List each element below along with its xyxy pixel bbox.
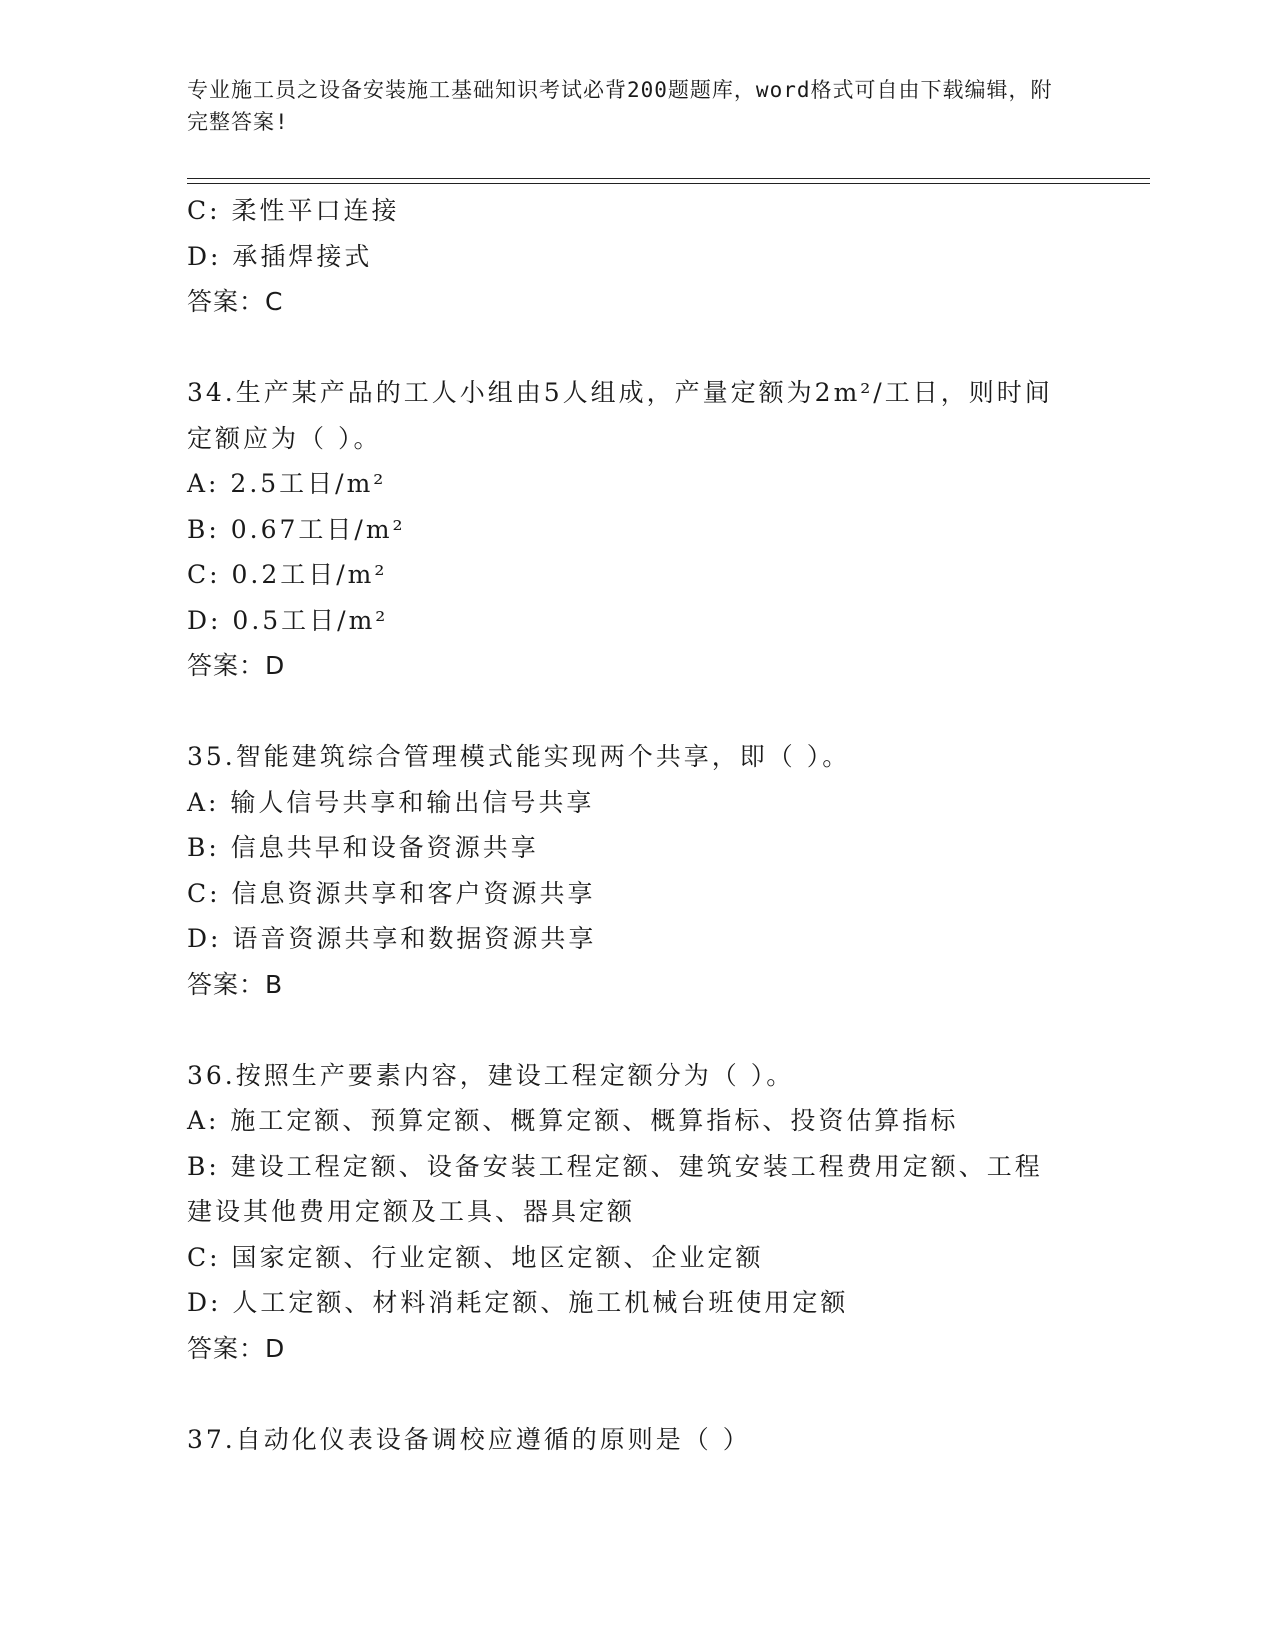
question-35-stem: 35.智能建筑综合管理模式能实现两个共享，即（ ）。 [187,742,851,771]
option-a: A: 输人信号共享和输出信号共享 [187,787,595,817]
option-d: D: 人工定额、材料消耗定额、施工机械台班使用定额 [187,1288,849,1317]
option-d: D: 0.5工日/m² [187,605,389,635]
question-37-stem: 37.自动化仪表设备调校应遵循的原则是（ ） [187,1424,751,1454]
option-a: A: 施工定额、预算定额、概算定额、概算指标、投资估算指标 [187,1106,959,1135]
answer: 答案：D [187,1333,286,1363]
option-d: D: 语音资源共享和数据资源共享 [187,924,597,953]
option-b: B: 建设工程定额、设备安装工程定额、建筑安装工程费用定额、工程 [187,1151,1043,1181]
question-36-stem: 36.按照生产要素内容，建设工程定额分为（ ）。 [187,1060,795,1090]
option-b-cont: 建设其他费用定额及工具、器具定额 [187,1197,636,1226]
header-divider-top [187,178,1150,179]
option-c: C: 信息资源共享和客户资源共享 [187,878,596,908]
option-b: B: 信息共早和设备资源共享 [187,833,539,862]
question-content [187,188,1087,1462]
option-c: C: 国家定额、行业定额、地区定额、企业定额 [187,1242,764,1272]
option-d: D: 承插焊接式 [187,241,373,271]
header-note: 专业施工员之设备安装施工基础知识考试必背200题题库，word格式可自由下载编辑，附完整答案! [187,78,1053,134]
option-a: A: 2.5工日/m² [187,469,387,498]
option-c: C: 柔性平口连接 [187,196,400,225]
answer: 答案：B [187,969,284,999]
answer: 答案：C [187,287,284,316]
option-b: B: 0.67工日/m² [187,514,406,544]
question-34-stem-cont: 定额应为（ ）。 [187,423,382,453]
answer: 答案：D [187,651,286,680]
option-c: C: 0.2工日/m² [187,560,388,589]
question-34-stem: 34.生产某产品的工人小组由5人组成，产量定额为2m²/工日，则时间 [187,378,1053,407]
header-divider-bottom [187,183,1150,184]
